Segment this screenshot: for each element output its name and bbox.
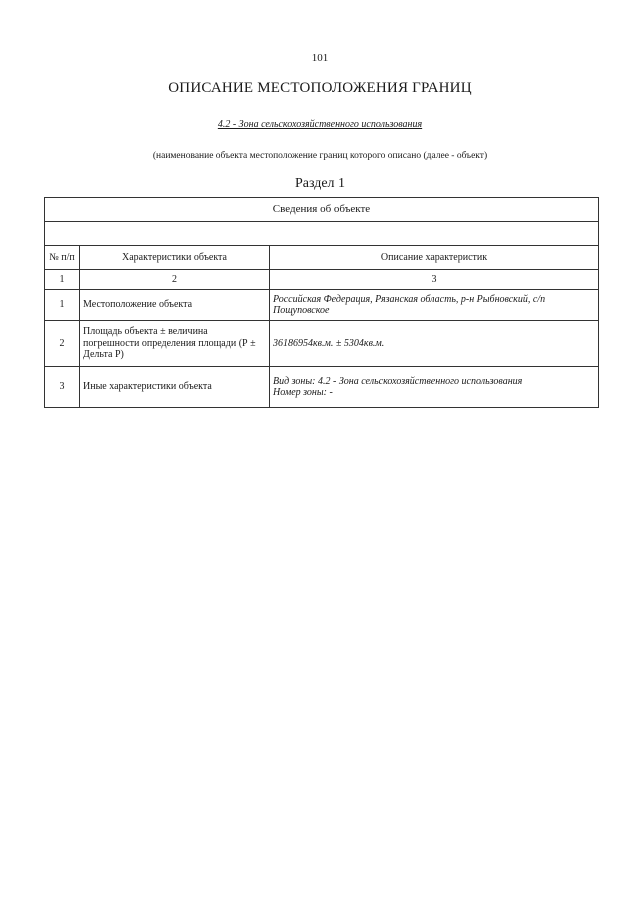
zone-type-line: Вид зоны: 4.2 - Зона сельскохозяйственного использования xyxy=(273,375,523,387)
table-row xyxy=(45,321,599,367)
column-number-1: 1 xyxy=(45,270,80,290)
table-column-headers xyxy=(45,246,599,270)
row-description: Российская Федерация, Рязанская область, р-н Рыбновский, с/п Пощуповское xyxy=(270,290,599,321)
column-header-characteristic: Характеристики объекта xyxy=(80,246,270,270)
table-column-numbers xyxy=(45,270,599,290)
object-name-text: 4.2 - Зона сельскохозяйственного использования xyxy=(217,119,423,130)
column-header-number: № п/п xyxy=(45,246,80,270)
row-characteristic: Площадь объекта ± величина погрешности определения площади (Р ± Дельта Р) xyxy=(80,321,270,367)
row-characteristic: Иные характеристики объекта xyxy=(80,367,270,408)
table-header-row xyxy=(45,198,599,222)
object-name-caption: (наименование объекта местоположение границ которого описано (далее - объект) xyxy=(152,151,488,161)
row-description xyxy=(270,367,599,408)
column-number-3: 3 xyxy=(270,270,599,290)
row-description: 36186954кв.м. ± 5304кв.м. xyxy=(270,321,599,367)
row-characteristic: Местоположение объекта xyxy=(80,290,270,321)
zone-number-line: Номер зоны: - xyxy=(273,387,333,398)
row-number: 1 xyxy=(45,290,80,321)
table-row xyxy=(45,367,599,408)
document-title: ОПИСАНИЕ МЕСТОПОЛОЖЕНИЯ ГРАНИЦ xyxy=(168,80,472,96)
table-blank-row xyxy=(45,222,599,246)
page-number: 101 xyxy=(311,52,329,64)
object-info-table xyxy=(44,197,599,408)
column-number-2: 2 xyxy=(80,270,270,290)
section-title: Раздел 1 xyxy=(294,176,346,191)
row-number: 3 xyxy=(45,367,80,408)
table-header: Сведения об объекте xyxy=(45,198,599,222)
object-name xyxy=(0,119,640,130)
row-number: 2 xyxy=(45,321,80,367)
table-row xyxy=(45,290,599,321)
column-header-description: Описание характеристик xyxy=(270,246,599,270)
table-blank-cell xyxy=(45,222,599,246)
